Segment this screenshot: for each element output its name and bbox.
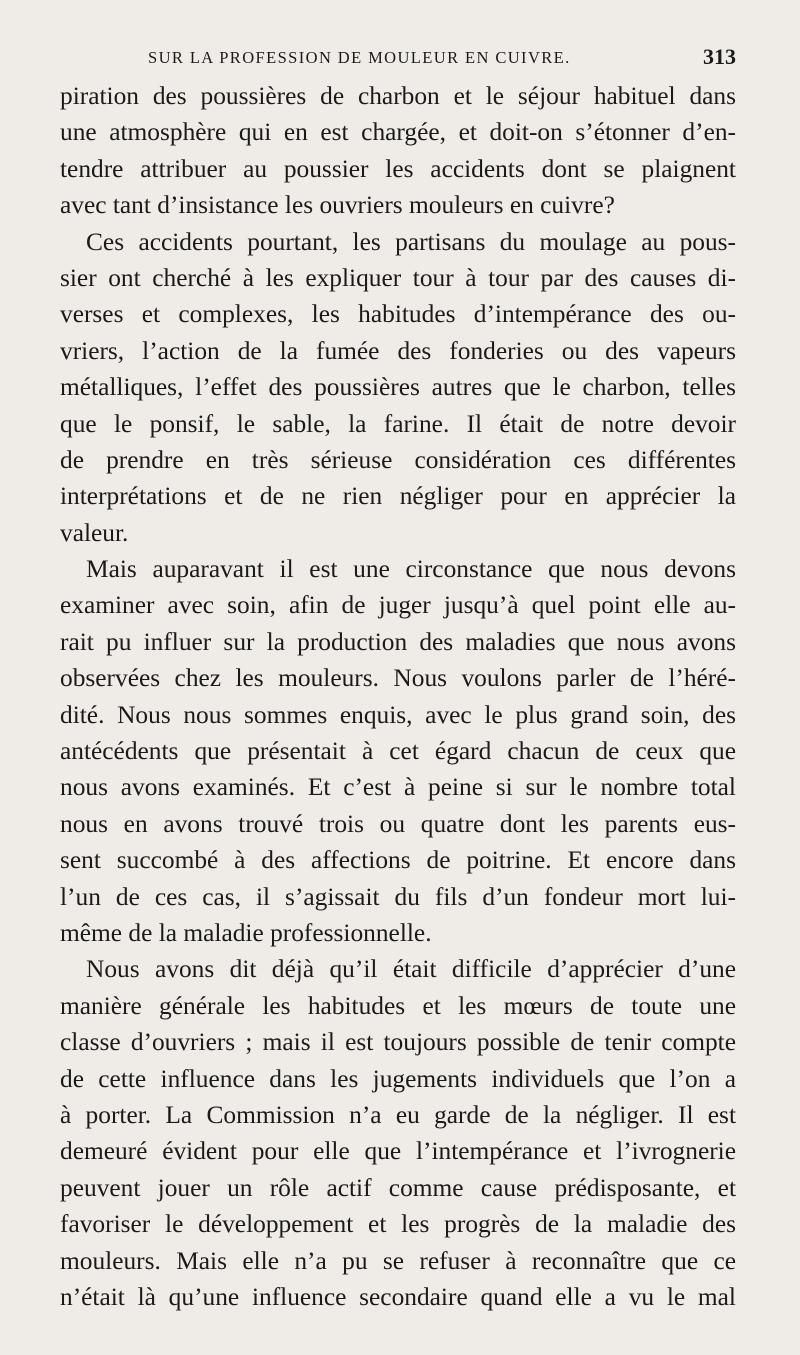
paragraph-4 <box>60 951 736 1315</box>
text-line: manière générale les habitudes et les mœurs de toute une <box>60 991 736 1020</box>
text-line: tendre attribuer au poussier les accidents dont se plaignent <box>60 154 736 183</box>
text-line: demeuré évident pour elle que l’intempérance et l’ivrognerie <box>60 1137 736 1166</box>
text-line: antécédents que présentait à cet égard chacun de ceux que <box>60 737 736 766</box>
text-line: classe d’ouvriers ; mais il est toujours possible de tenir compte <box>60 1028 736 1057</box>
text-line: observées chez les mouleurs. Nous voulons parler de l’héré- <box>60 664 736 693</box>
text-line: dité. Nous nous sommes enquis, avec le plus grand soin, des <box>60 700 736 729</box>
text-line: rait pu influer sur la production des maladies que nous avons <box>60 627 736 656</box>
text-line: vriers, l’action de la fumée des fonderies ou des vapeurs <box>60 336 736 365</box>
text-line: verses et complexes, les habitudes d’intempérance des ou- <box>60 300 736 329</box>
text-line: nous en avons trouvé trois ou quatre dont les parents eus- <box>60 809 736 838</box>
text-line: mouleurs. Mais elle n’a pu se refuser à reconnaître que ce <box>60 1246 736 1275</box>
text-line: de cette influence dans les jugements individuels que l’on a <box>60 1064 736 1093</box>
text-line: favoriser le développement et les progrès de la maladie des <box>60 1210 736 1239</box>
text-line: même de la maladie professionnelle. <box>60 918 432 947</box>
text-line: Ces accidents pourtant, les partisans du moulage au pous- <box>86 227 736 256</box>
text-line: piration des poussières de charbon et le séjour habituel dans <box>60 82 736 110</box>
text-line: interprétations et de ne rien négliger pour en apprécier la <box>60 482 736 511</box>
page-number: 313 <box>703 44 736 69</box>
text-line: de prendre en très sérieuse considération ces différentes <box>60 445 736 474</box>
text-line: examiner avec soin, afin de juger jusqu’à quel point elle au- <box>60 591 736 620</box>
paragraph-1 <box>60 78 736 224</box>
text-line: peuvent jouer un rôle actif comme cause prédisposante, et <box>60 1173 736 1202</box>
text-line: Mais auparavant il est une circonstance que nous devons <box>86 555 736 584</box>
text-line: sent succombé à des affections de poitrine. Et encore dans <box>60 846 736 875</box>
text-line: métalliques, l’effet des poussières autres que le charbon, telles <box>60 373 736 402</box>
text-line: à porter. La Commission n’a eu garde de la négliger. Il est <box>60 1100 736 1129</box>
text-line: sier ont cherché à les expliquer tour à tour par des causes di- <box>60 263 736 292</box>
text-line: une atmosphère qui en est chargée, et doit-on s’étonner d’en- <box>60 118 736 147</box>
text-line: valeur. <box>60 518 129 547</box>
paragraph-3 <box>60 551 736 951</box>
page-header <box>60 44 736 74</box>
text-line: que le ponsif, le sable, la farine. Il était de notre devoir <box>60 409 736 438</box>
paragraph-2 <box>60 224 736 552</box>
page-body <box>60 78 736 1315</box>
running-title: SUR LA PROFESSION DE MOULEUR EN CUIVRE. <box>148 48 571 67</box>
text-line: avec tant d’insistance les ouvriers mouleurs en cuivre? <box>60 191 615 220</box>
text-line: nous avons examinés. Et c’est à peine si sur le nombre total <box>60 773 736 802</box>
text-line: l’un de ces cas, il s’agissait du fils d’un fondeur mort lui- <box>60 882 736 911</box>
text-line: n’était là qu’une influence secondaire quand elle a vu le mal <box>60 1282 736 1311</box>
text-line: Nous avons dit déjà qu’il était difficile d’apprécier d’une <box>86 955 736 984</box>
